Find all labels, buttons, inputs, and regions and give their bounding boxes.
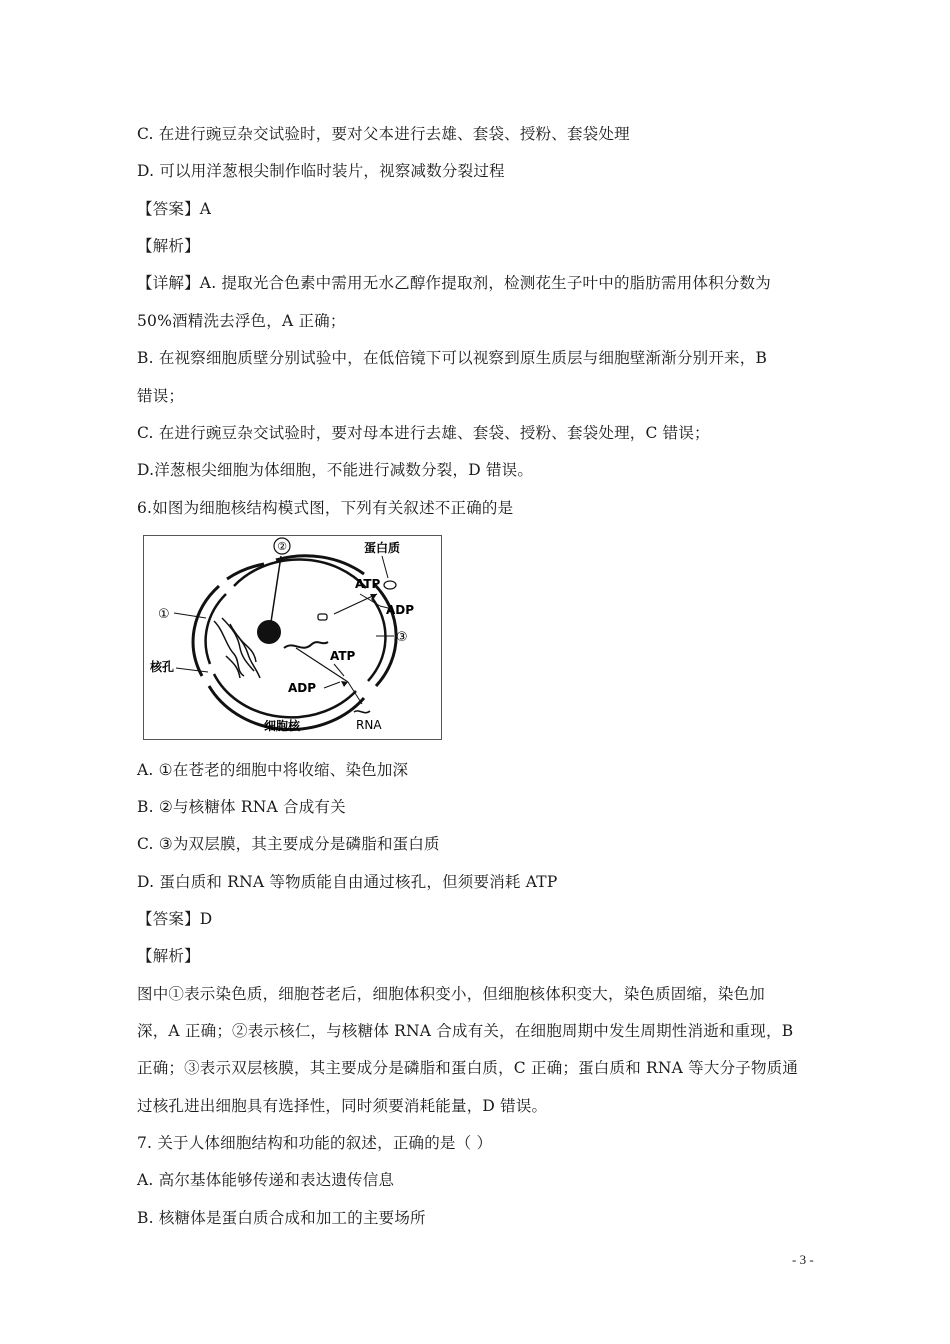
text-line: C. 在进行豌豆杂交试验时，要对母本进行去雄、套袋、授粉、套袋处理，C 错误； [137, 424, 710, 442]
rna-label: RNA [356, 718, 382, 732]
text-line: 图中①表示染色质，细胞苍老后，细胞体积变小，但细胞核体积变大，染色质固缩，染色加 [137, 985, 766, 1003]
chromatin [214, 618, 260, 678]
nucleolus [257, 620, 281, 644]
option-b: B. 核糖体是蛋白质合成和加工的主要场所 [137, 1209, 426, 1227]
nucleus-label: 细胞核 [264, 719, 301, 733]
text-line: 【答案】A [137, 200, 212, 218]
text-line: 【解析】 [137, 237, 200, 255]
atp-bottom-label: ATP [330, 649, 356, 663]
label-3: ③ [396, 630, 408, 645]
nucleus-diagram [143, 535, 442, 740]
protein-label: 蛋白质 [364, 541, 401, 555]
text-line: D. 可以用洋葱根尖制作临时装片，视察减数分裂过程 [137, 162, 505, 180]
option-c: C. ③为双层膜，其主要成分是磷脂和蛋白质 [137, 835, 440, 853]
option-b: B. ②与核糖体 RNA 合成有关 [137, 798, 346, 816]
question-6: 6.如图为细胞核结构模式图，下列有关叙述不正确的是 [137, 499, 514, 517]
text-line: C. 在进行豌豆杂交试验时，要对父本进行去雄、套袋、授粉、套袋处理 [137, 125, 630, 143]
nucleus-diagram-svg [144, 536, 441, 739]
text-line: 深，A 正确；②表示核仁，与核糖体 RNA 合成有关，在细胞周期中发生周期性消逝和重现，B [137, 1022, 794, 1040]
answer: 【答案】D [137, 910, 213, 928]
text-line: 正确；③表示双层核膜，其主要成分是磷脂和蛋白质，C 正确；蛋白质和 RNA 等大分子物质通 [137, 1059, 799, 1077]
option-d: D. 蛋白质和 RNA 等物质能自由通过核孔，但须要消耗 ATP [137, 873, 558, 891]
text-line: 错误； [137, 387, 185, 405]
text-line: D.洋葱根尖细胞为体细胞，不能进行减数分裂，D 错误。 [137, 461, 534, 479]
label-1: ① [158, 607, 170, 622]
question-7: 7. 关于人体细胞结构和功能的叙述，正确的是（ ） [137, 1134, 493, 1152]
adp-top-label: ADP [386, 603, 415, 617]
text-line: 【详解】A. 提取光合色素中需用无水乙醇作提取剂，检测花生子叶中的脂肪需用体积分数为 [137, 274, 771, 292]
analysis-heading: 【解析】 [137, 947, 200, 965]
option-a: A. ①在苍老的细胞中将收缩、染色加深 [137, 761, 409, 779]
nuclear-pore-label: 核孔 [150, 660, 175, 674]
label-2: ② [277, 540, 287, 553]
text-line: 过核孔进出细胞具有选择性，同时须要消耗能量，D 错误。 [137, 1097, 548, 1115]
atp-top-label: ATP [355, 577, 381, 591]
option-a: A. 高尔基体能够传递和表达遗传信息 [137, 1171, 395, 1189]
text-line: 50%酒精洗去浮色，A 正确； [137, 312, 346, 330]
adp-bottom-label: ADP [288, 681, 317, 695]
page-number: - 3 - [792, 1252, 814, 1267]
text-line: B. 在视察细胞质壁分别试验中，在低倍镜下可以视察到原生质层与细胞壁渐渐分别开来，B [137, 349, 768, 367]
